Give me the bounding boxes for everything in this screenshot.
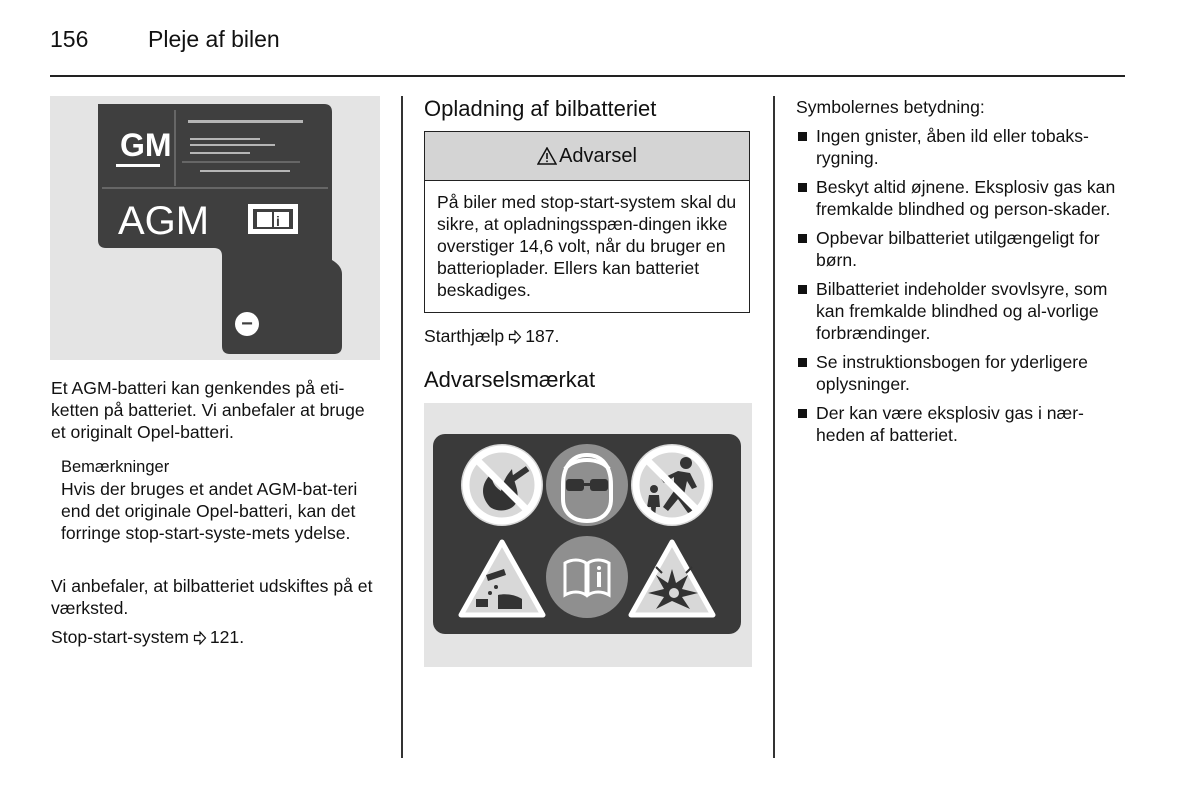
no-fire-icon: [461, 444, 543, 526]
battery-label-illustration: [50, 96, 380, 360]
minus-terminal-icon: [235, 312, 259, 336]
note-text: Hvis der bruges et andet AGM-bat-teri end det originale Opel-batteri, kan det forringe stop-start-syste-mets ydelse.: [61, 479, 358, 543]
symbols-meaning-list: [796, 125, 1126, 453]
instruction-book-icon: [546, 536, 628, 618]
list-item: Beskyt altid øjnene. Eksplosiv gas kan fremkalde blindhed og person-skader.: [796, 176, 1126, 220]
symbols-intro: Symbolernes betydning:: [796, 97, 985, 117]
reference-label: Starthjælp: [424, 326, 505, 346]
header-divider: [50, 75, 1125, 77]
reference-arrow-icon: [193, 631, 207, 645]
list-item: Bilbatteriet indeholder svovlsyre, som kan fremkalde blindhed og al-vorlige forbrændinger.: [796, 278, 1126, 344]
agm-recognition-paragraph: Et AGM-batteri kan genkendes på eti-ketten på batteriet. Vi anbefaler at bruge et originalt Opel-batteri.: [51, 378, 365, 442]
reference-page: 187.: [525, 326, 560, 346]
column-divider-1: [401, 96, 403, 758]
warning-symbols-figure: [424, 403, 752, 667]
agm-battery-label-figure: [50, 96, 380, 360]
reference-label: Stop-start-system: [51, 627, 189, 647]
stop-start-reference[interactable]: [51, 626, 381, 648]
note-title: Bemærkninger: [61, 458, 170, 476]
reference-arrow-icon: [508, 330, 522, 344]
gm-logo: GM: [120, 127, 172, 163]
reference-page: 121.: [209, 627, 245, 647]
list-item: Der kan være eksplosiv gas i nær-heden af batteriet.: [796, 402, 1126, 446]
charging-heading: Opladning af bilbatteriet: [424, 96, 657, 121]
warning-triangle-icon: [537, 147, 557, 165]
book-info-icon: [248, 204, 298, 234]
column-divider-2: [773, 96, 775, 758]
warning-header: [425, 132, 749, 181]
agm-label-text: AGM: [118, 199, 210, 243]
eye-protection-icon: [546, 444, 628, 526]
svg-text:−: −: [241, 313, 253, 335]
replacement-paragraph: Vi anbefaler, at bilbatteriet udskiftes på et værksted.: [51, 576, 373, 618]
jump-start-reference[interactable]: [424, 325, 559, 347]
warning-text: På biler med stop-start-system skal du sikre, at opladningsspæn-dingen ikke overstiger 14,6 volt, når du bruger en batterioplader. Ellers kan batteriet beskadiges.: [437, 192, 737, 300]
page-number: 156: [50, 26, 89, 52]
list-item: Ingen gnister, åben ild eller tobaks-rygning.: [796, 125, 1126, 169]
note-block: [61, 456, 371, 544]
book-icon-letter: i: [276, 213, 280, 229]
list-item: Se instruktionsbogen for yderligere oplysninger.: [796, 351, 1126, 395]
warning-label-heading: Advarselsmærkat: [424, 367, 596, 392]
list-item: Opbevar bilbatteriet utilgængeligt for børn.: [796, 227, 1126, 271]
chapter-title: Pleje af bilen: [148, 26, 280, 52]
keep-children-away-icon: [631, 444, 713, 526]
warning-box: [424, 131, 750, 313]
warning-title: Advarsel: [559, 144, 637, 167]
warning-symbols-panel: [424, 403, 752, 667]
